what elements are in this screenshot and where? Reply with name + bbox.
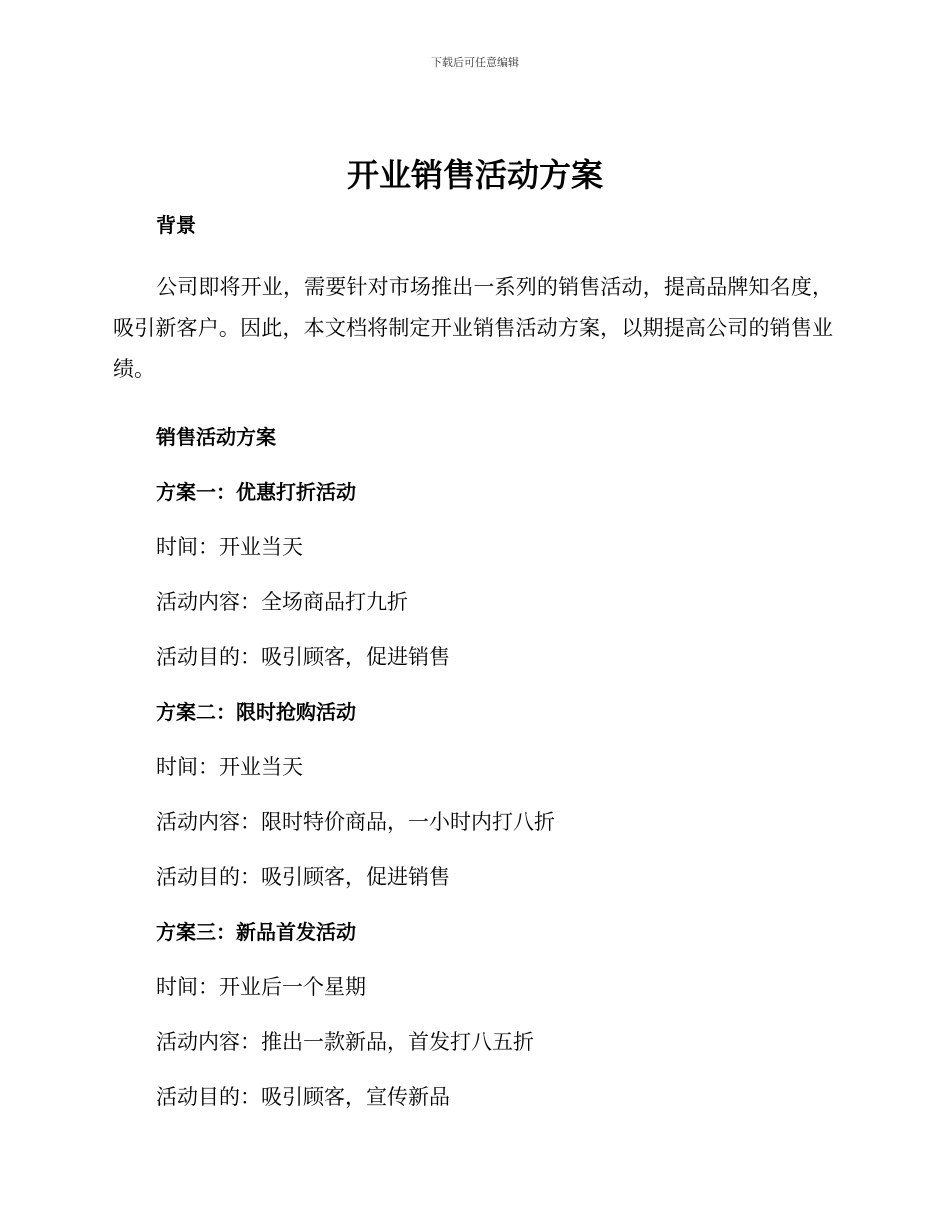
background-paragraph: 公司即将开业，需要针对市场推出一系列的销售活动，提高品牌知名度，吸引新客户。因此，本文档将制定开业销售活动方案，以期提高公司的销售业绩。 (113, 275, 833, 381)
plan-3-content: 活动内容：推出一款新品，首发打八五折 (156, 1030, 534, 1054)
plan-3-time: 时间：开业后一个星期 (156, 975, 366, 999)
document-body (113, 198, 833, 1125)
plan-2-goal: 活动目的：吸引顾客，促进销售 (156, 865, 450, 889)
plan-1-goal: 活动目的：吸引顾客，促进销售 (156, 645, 450, 669)
background-heading: 背景 (156, 213, 196, 237)
plan-1-time: 时间：开业当天 (156, 535, 303, 559)
plan-3-heading: 方案三：新品首发活动 (156, 920, 356, 944)
background-section (113, 253, 833, 390)
plan-2-time: 时间：开业当天 (156, 755, 303, 779)
plan-1-content: 活动内容：全场商品打九折 (156, 590, 408, 614)
document-title: 开业销售活动方案 (346, 156, 603, 194)
plan-1-heading: 方案一：优惠打折活动 (156, 480, 356, 504)
plan-2-content: 活动内容：限时特价商品，一小时内打八折 (156, 810, 555, 834)
plan-3-goal: 活动目的：吸引顾客，宣传新品 (156, 1085, 450, 1109)
plan-section-heading: 销售活动方案 (156, 425, 276, 449)
plan-2-heading: 方案二：限时抢购活动 (156, 700, 356, 724)
header-note: 下载后可任意编辑 (431, 56, 519, 69)
